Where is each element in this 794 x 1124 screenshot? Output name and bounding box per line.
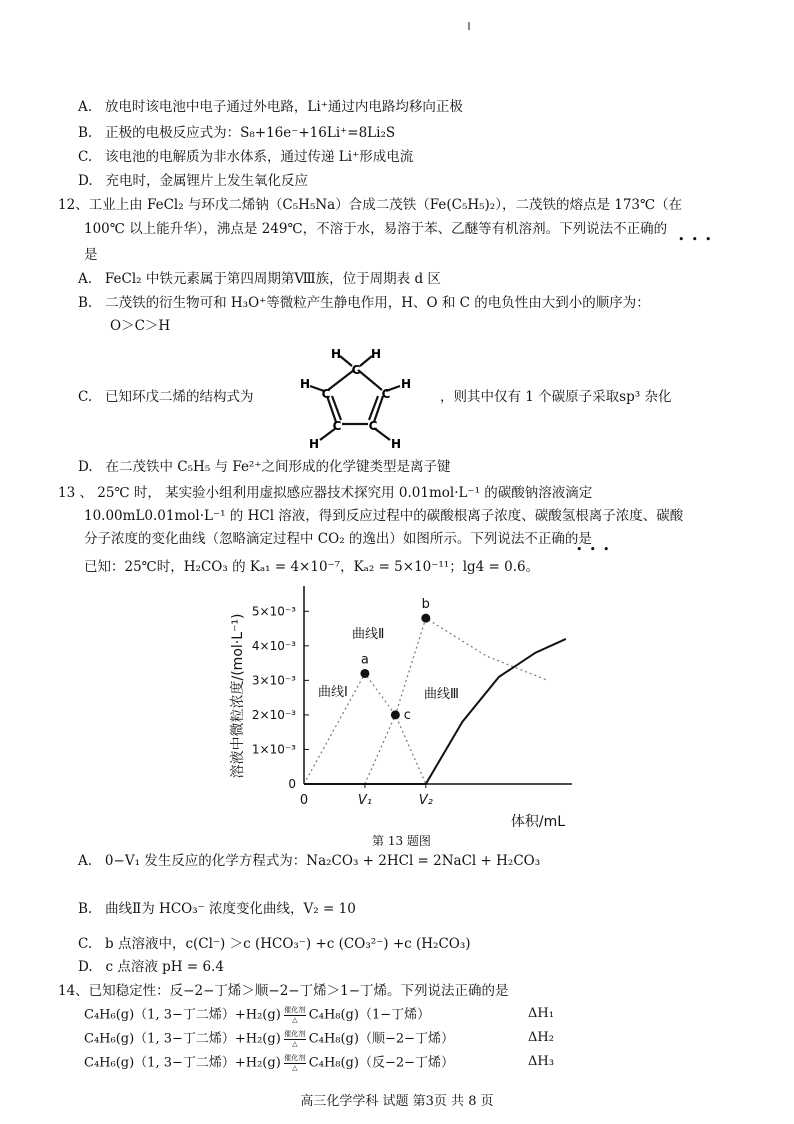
x-axis-label: 体积/mL <box>510 814 566 830</box>
q14-stem: 14、已知稳定性：反−2−丁烯＞顺−2−丁烯＞1−丁烯。下列说法正确的是 <box>58 983 509 999</box>
atom-c: C <box>381 387 391 401</box>
q13-stem-line1: 13 、 25℃ 时， 某实验小组利用虚拟感应器技术探究用 0.01mol·L⁻¹ 的碳酸钠溶液滴定 <box>58 485 593 501</box>
titration-chart <box>220 586 590 836</box>
y-tick-label: 1×10⁻³ <box>251 742 296 757</box>
q13-known: 已知：25℃时，H₂CO₃ 的 Kₐ₁ = 4×10⁻⁷，Kₐ₂ = 5×10⁻¹¹；lg4 = 0.6。 <box>84 559 540 575</box>
series-line-3 <box>304 639 566 784</box>
q12-option-b[interactable]: B. 二茂铁的衍生物可和 H₃O⁺等微粒产生静电作用，H、O 和 C 的电负性由大到小的顺序为： <box>78 295 650 311</box>
point-label-b: b <box>421 597 430 613</box>
atom-h: H <box>390 437 402 450</box>
emphasis-dots: • • • <box>576 543 610 556</box>
q13-stem-line3: 分子浓度的变化曲线（忽略滴定过程中 CO₂ 的逸出）如图所示。下列说法不正确的是 <box>84 531 592 547</box>
x-tick-label: 0 <box>299 793 309 808</box>
atom-h: H <box>299 377 311 391</box>
atom-h: H <box>330 347 342 361</box>
q11-option-b[interactable]: B. 正极的电极反应式为：S₈+16e⁻+16Li⁺=8Li₂S <box>78 125 396 141</box>
atom-c: C <box>368 419 378 433</box>
y-tick-label: 2×10⁻³ <box>251 707 296 722</box>
y-axis-label: 溶液中微粒浓度/(mol·L⁻¹) <box>230 613 246 779</box>
q12-option-a[interactable]: A. FeCl₂ 中铁元素属于第四周期第Ⅷ族，位于周期表 d 区 <box>78 271 441 287</box>
q12-stem-line1: 12、工业上由 FeCl₂ 与环戊二烯钠（C₅H₅Na）合成二茂铁（Fe(C₅H₅)₂），二茂铁的熔点是 173℃（在 <box>58 197 683 213</box>
atom-h: H <box>400 377 412 391</box>
atom-h: H <box>308 437 320 450</box>
atom-h: H <box>370 347 382 361</box>
reaction-2: C₄H₆(g)（1, 3−丁二烯）+H₂(g) 催化剂 △ C₄H₈(g)（顺−2−丁烯） <box>84 1030 455 1048</box>
catalyst-arrow: 催化剂 △ <box>284 1030 306 1048</box>
q12-stem-line3: 是 <box>84 247 98 263</box>
q12-option-d[interactable]: D. 在二茂铁中 C₅H₅ 与 Fe²⁺之间形成的化学键类型是离子键 <box>78 459 451 475</box>
point-a <box>360 669 369 678</box>
scan-mark <box>468 22 470 30</box>
x-tick-label: V₁ <box>357 793 372 808</box>
q11-option-c[interactable]: C. 该电池的电解质为非水体系，通过传递 Li⁺形成电流 <box>78 149 414 165</box>
delta-h-3: ΔH₃ <box>528 1054 554 1069</box>
delta-h-1: ΔH₁ <box>528 1006 554 1021</box>
q12-option-b-cont: O＞C＞H <box>110 318 171 334</box>
y-tick-label: 3×10⁻³ <box>251 673 296 688</box>
page-footer: 高三化学学科 试题 第3页 共 8 页 <box>300 1094 494 1109</box>
point-label-a: a <box>360 652 369 668</box>
chart-caption: 第 13 题图 <box>372 834 431 848</box>
catalyst-arrow: 催化剂 △ <box>284 1006 306 1024</box>
x-tick-label: V₂ <box>418 793 433 808</box>
emphasis-dots: • • • <box>678 233 712 246</box>
q13-option-c[interactable]: C. b 点溶液中，c(Cl⁻) ＞c (HCO₃⁻) +c (CO₃²⁻) +c (H₂CO₃) <box>78 936 471 952</box>
q13-option-a[interactable]: A. 0−V₁ 发生反应的化学方程式为：Na₂CO₃ + 2HCl = 2NaCl + H₂CO₃ <box>78 853 541 869</box>
q13-option-b[interactable]: B. 曲线Ⅱ为 HCO₃⁻ 浓度变化曲线，V₂ = 10 <box>78 901 356 917</box>
q11-option-a[interactable]: A. 放电时该电池中电子通过外电路，Li⁺通过内电路均移向正极 <box>78 99 463 115</box>
delta-h-2: ΔH₂ <box>528 1030 554 1045</box>
point-b <box>421 614 430 623</box>
legend-curve-2: 曲线Ⅱ <box>352 627 385 642</box>
reaction-3: C₄H₆(g)（1, 3−丁二烯）+H₂(g) 催化剂 △ C₄H₈(g)（反−2−丁烯） <box>84 1054 455 1072</box>
catalyst-arrow: 催化剂 △ <box>284 1054 306 1072</box>
point-label-c: c <box>403 707 411 723</box>
q11-option-d[interactable]: D. 充电时，金属锂片上发生氧化反应 <box>78 173 309 189</box>
y-tick-label: 5×10⁻³ <box>251 604 296 619</box>
q13-stem-line2: 10.00mL0.01mol·L⁻¹ 的 HCl 溶液，得到反应过程中的碳酸根离子浓度、碳酸氢根离子浓度、碳酸 <box>84 508 684 524</box>
atom-c: C <box>351 363 361 377</box>
cyclopentadiene-structure <box>296 346 416 450</box>
legend-curve-3: 曲线Ⅲ <box>424 687 459 702</box>
q13-option-d[interactable]: D. c 点溶液 pH = 6.4 <box>78 959 224 975</box>
q12-option-c-tail: ，则其中仅有 1 个碳原子采取sp³ 杂化 <box>440 389 672 405</box>
atom-c: C <box>332 419 342 433</box>
legend-curve-1: 曲线Ⅰ <box>318 685 348 700</box>
point-c <box>391 710 400 719</box>
atom-c: C <box>321 387 331 401</box>
q12-stem-line2: 100℃ 以上能升华），沸点是 249℃，不溶于水，易溶于苯、乙醚等有机溶剂。下列说法不正确的 <box>84 221 668 237</box>
y-tick-label: 4×10⁻³ <box>251 638 296 653</box>
y-tick-label: 0 <box>288 777 296 791</box>
q12-option-c[interactable]: C. 已知环戊二烯的结构式为 <box>78 389 254 405</box>
reaction-1: C₄H₆(g)（1, 3−丁二烯）+H₂(g) 催化剂 △ C₄H₈(g)（1−丁烯） <box>84 1006 431 1024</box>
